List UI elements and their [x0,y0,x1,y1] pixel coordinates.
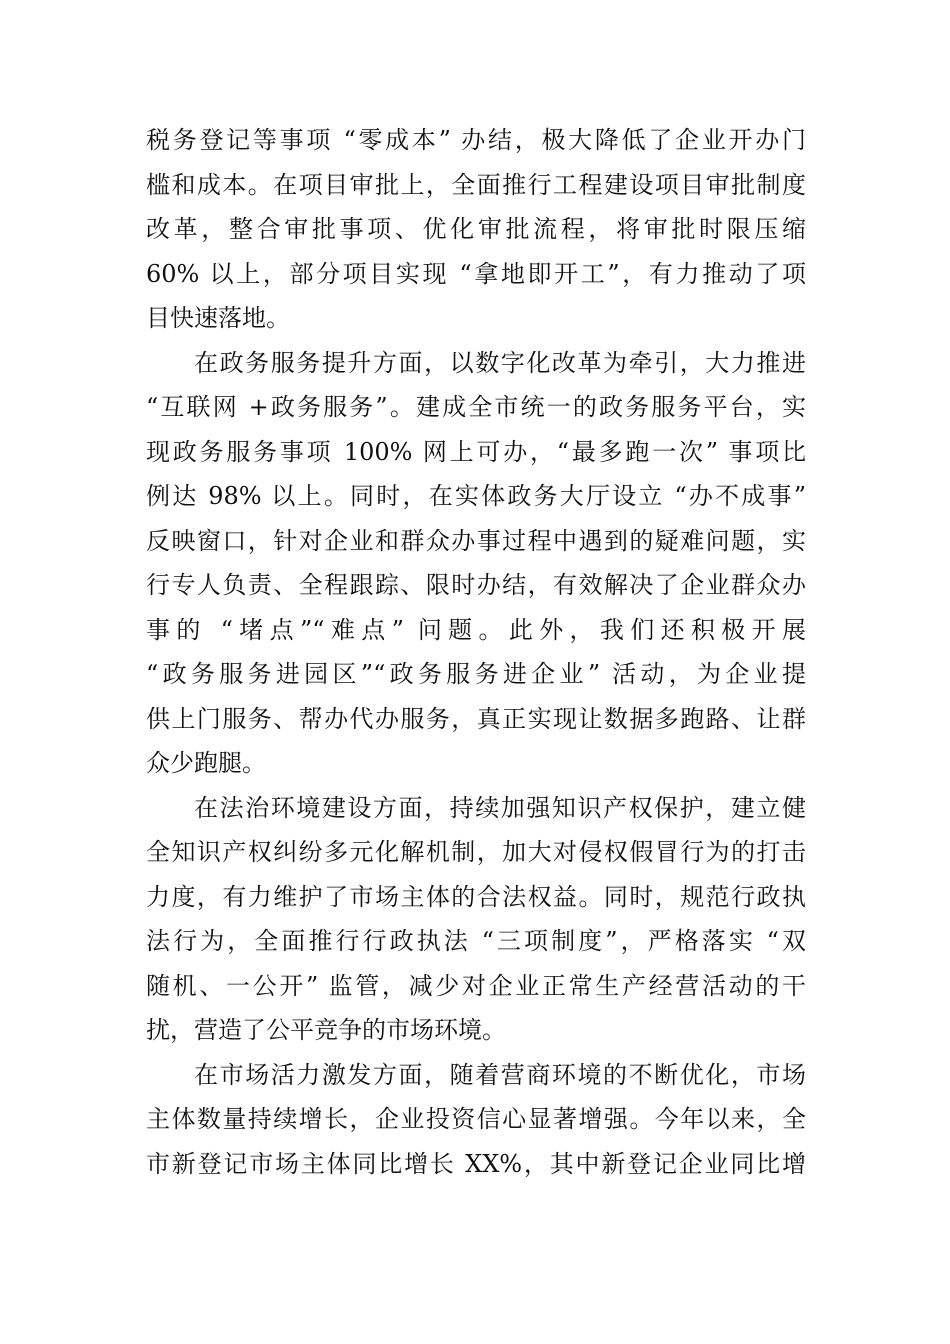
text-line: 力度，有力维护了市场主体的合法权益。同时，规范行政执 [146,882,806,911]
text-line: 60% 以上，部分项目实现 “拿地即开工”，有力推动了项 [146,259,806,288]
text-line: 供上门服务、帮办代办服务，真正实现让数据多跑路、让群 [146,704,806,733]
text-line: 税务登记等事项 “零成本” 办结，极大降低了企业开办门 [146,126,806,154]
text-line: 槛和成本。在项目审批上，全面推行工程建设项目审批制度 [146,170,806,199]
text-line: 市新登记市场主体同比增长 XX%，其中新登记企业同比增 [146,1149,806,1178]
text-line: 改革，整合审批事项、优化审批流程，将审批时限压缩 [146,215,806,243]
text-line: “政务服务进园区”“政务服务进企业” 活动，为企业提 [146,660,806,688]
text-line: 行专人负责、全程跟踪、限时办结，有效解决了企业群众办 [146,571,806,599]
text-line: 扰，营造了公平竞争的市场环境。 [146,1016,506,1044]
paragraph-1 [146,118,806,341]
text-line: “互联网 +政务服务”。建成全市统一的政务服务平台，实 [146,393,806,421]
text-line: 例达 98% 以上。同时，在实体政务大厅设立 “办不成事” [146,482,806,510]
text-line: 事的 “堵点”“难点” 问题。此外，我们还积极开展 [146,615,806,644]
text-line: 全知识产权纠纷多元化解机制，加大对侵权假冒行为的打击 [146,838,806,866]
paragraph-4 [146,1053,806,1187]
text-line: 随机、一公开” 监管，减少对企业正常生产经营活动的干 [146,971,806,1000]
text-line: 在政务服务提升方面，以数字化改革为牵引，大力推进 [194,348,806,377]
text-line: 现政务服务事项 100% 网上可办，“最多跑一次” 事项比 [146,437,806,466]
text-line: 众少跑腿。 [146,749,266,777]
text-line: 反映窗口，针对企业和群众办事过程中遇到的疑难问题，实 [146,526,806,555]
text-line: 在市场活力激发方面，随着营商环境的不断优化，市场 [194,1060,806,1089]
text-line: 法行为，全面推行行政执法 “三项制度”，严格落实 “双 [146,927,806,955]
document-body [146,118,806,1186]
text-line: 在法治环境建设方面，持续加强知识产权保护，建立健 [194,793,806,822]
text-line: 目快速落地。 [146,304,290,332]
text-line: 主体数量持续增长，企业投资信心显著增强。今年以来，全 [146,1105,806,1133]
paragraph-2 [146,341,806,786]
paragraph-3 [146,786,806,1053]
